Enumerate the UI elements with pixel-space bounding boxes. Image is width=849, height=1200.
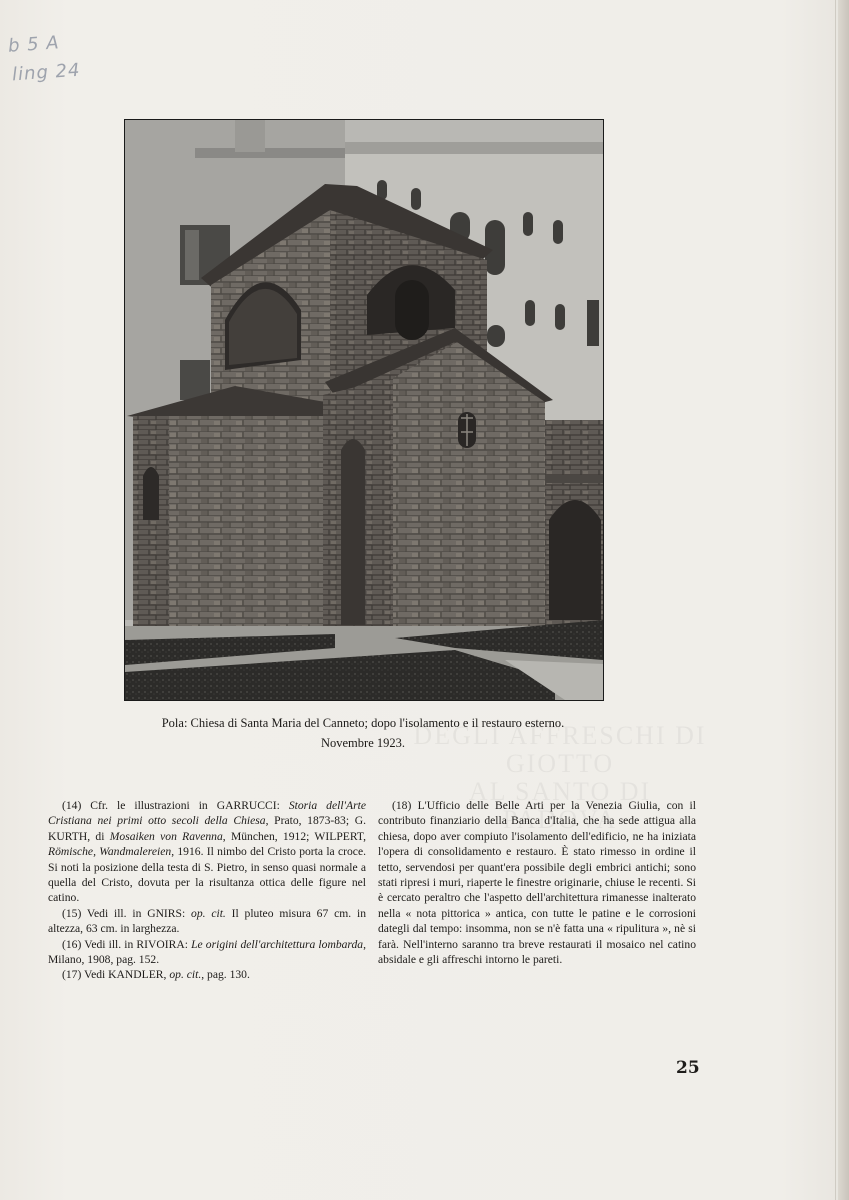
page-edge-line xyxy=(835,0,836,1200)
page-edge-shadow xyxy=(838,0,849,1200)
footnote-15: (15) Vedi ill. in GNIRS: op. cit. Il pluteo misura 67 cm. in altezza, 63 cm. in larghezza. xyxy=(48,906,366,936)
figure-caption xyxy=(124,713,602,753)
page-number: 25 xyxy=(676,1058,700,1078)
footnote-17: (17) Vedi KANDLER, op. cit., pag. 130. xyxy=(62,968,250,982)
church-photograph xyxy=(124,119,604,701)
footnote-14: (14) Cfr. le illustrazioni in GARRUCCI: Storia dell'Arte Cristiana nei primi otto secoli della Chiesa, Prato, 1873-83; G. KURTH, di Mosaiken von Ravenna, München, 1912; WILPERT, Römische, Wandmalereien, 1916. Il nimbo del Cristo porta la croce. Si noti la posizione della testa di S. Pietro, in senso quasi normale a quella del Cristo, dovuta per la risultanza ottica delle figure nel catino. xyxy=(48,799,367,905)
caption-line-2: Novembre 1923. xyxy=(320,736,405,750)
pencil-annotation-2: ling 24 xyxy=(11,59,82,86)
footnotes-left-column xyxy=(48,798,366,983)
footnote-16: (16) Vedi ill. in RIVOIRA: Le origini dell'architettura lombarda, Milano, 1908, pag. 152. xyxy=(48,937,366,967)
footnotes-right-column xyxy=(378,798,696,967)
caption-line-1: Pola: Chiesa di Santa Maria del Canneto; dopo l'isolamento e il restauro esterno. xyxy=(161,716,565,730)
footnote-18: (18) L'Ufficio delle Belle Arti per la Venezia Giulia, con il contributo finanziario della Banca d'Italia, che ha sede attigua alla chiesa, dopo aver compiuto l'isolamento dell'edificio, ne ha iniziata l'opera di consolidamento e restauro. È stato rimesso in ordine il tetto, servendosi per quant'era possibile degli embrici antichi; sono stati ripresi i muri, riaperte le finestre originarie, chiuse le recenti. Si è cercato peraltro che l'aspetto dell'architettura rimanesse inalterato nella « nota pittorica » antica, con tutte le patine e le corrosioni dategli dal tempo: insomma, non se n'è fatta una « ripulitura », nè si farà. Nell'interno saranno tra breve restaurati il mosaico nel catino absidale e gli affreschi intorno le pareti. xyxy=(378,799,696,967)
pencil-annotation-1: b 5 A xyxy=(7,32,61,57)
